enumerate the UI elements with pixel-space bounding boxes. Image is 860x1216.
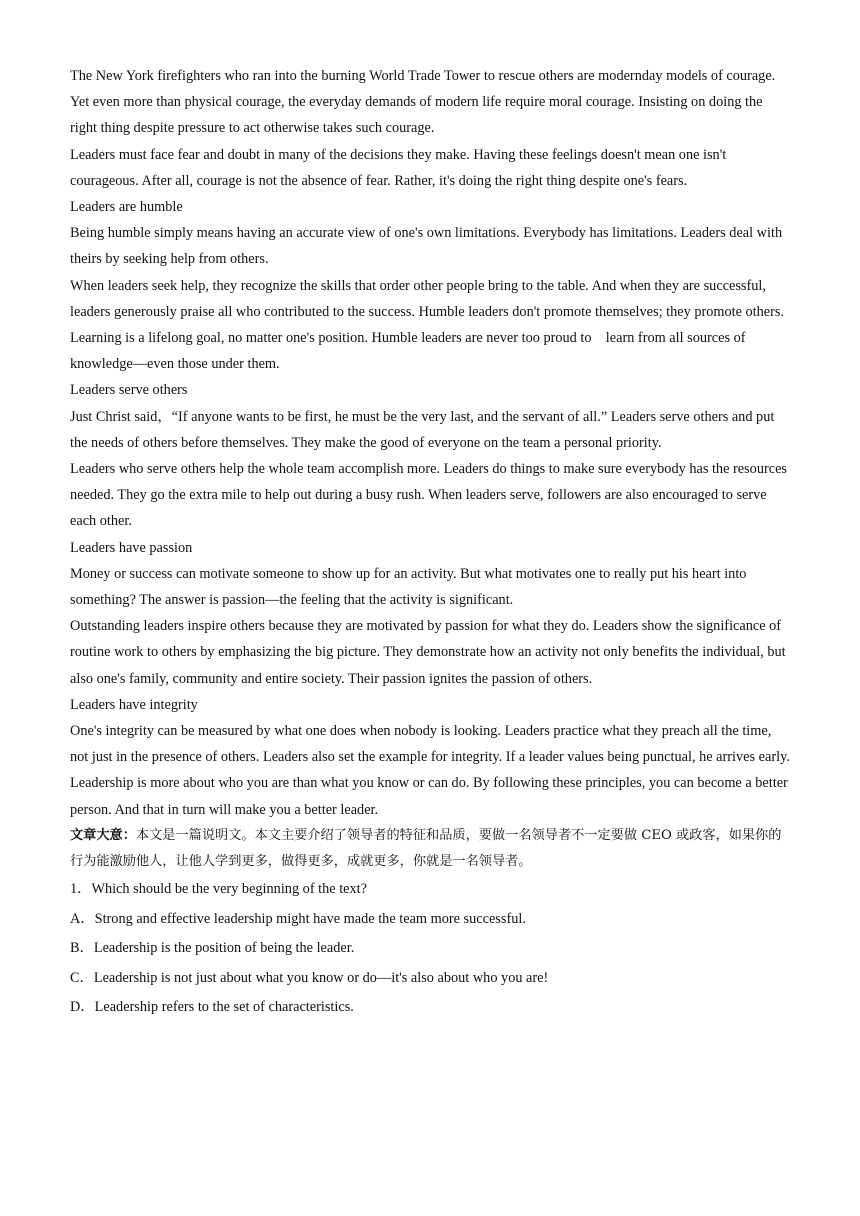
answer-option-d: D．Leadership refers to the set of characteristics.	[70, 998, 354, 1015]
paragraph: Money or success can motivate someone to show up for an activity. But what motivates one to really put his heart into something? The answer is passion—the feeling that the activity is significant.	[70, 565, 747, 609]
answer-option-b: B．Leadership is the position of being the leader.	[70, 940, 355, 957]
paragraph: Learning is a lifelong goal, no matter one's position. Humble leaders are never too proud to learn from all sources of knowledge—even those under them.	[70, 330, 746, 373]
answer-option-c: C．Leadership is not just about what you know or do—it's also about who you are!	[70, 969, 549, 986]
paragraph: Outstanding leaders inspire others because they are motivated by passion for what they do. Leaders show the significance of routine work to others by emphasizing the big picture. They demonstrate how an activity not only benefits the individual, but also one's family, community and entire society. Their passion ignites the passion of others.	[70, 618, 786, 687]
section-heading: Leaders are humble	[70, 199, 183, 216]
paragraph: Just Christ said，“If anyone wants to be first, he must be the very last, and the servant of all.” Leaders serve others and put the needs of others before themselves. They make the good of everyone on the team a personal priority.	[70, 408, 775, 451]
paragraph: Leaders must face fear and doubt in many of the decisions they make. Having these feelings doesn't mean one isn't courageous. After all, courage is not the absence of fear. Rather, it's doing the right thing despite one's fears.	[70, 146, 727, 189]
summary-text: 本文是一篇说明文。本文主要介绍了领导者的特征和品质，要做一名领导者不一定要做 CEO 或政客，如果你的行为能激励他人，让他人学到更多，做得更多，成就更多，你就是一名领导者。	[70, 827, 782, 870]
paragraph: Being humble simply means having an accurate view of one's own limitations. Everybody has limitations. Leaders deal with theirs by seeking help from others.	[70, 225, 783, 268]
answer-option-a: A．Strong and effective leadership might have made the team more successful.	[70, 910, 526, 927]
paragraph: When leaders seek help, they recognize the skills that order other people bring to the table. And when they are successful, leaders generously praise all who contributed to the success. Humble leaders don't promote themselves; they promote others.	[70, 277, 785, 320]
article-summary	[70, 823, 792, 875]
question-stem: 1．Which should be the very beginning of the text?	[70, 881, 367, 898]
summary-label: 文章大意：	[70, 827, 136, 843]
paragraph: Leaders who serve others help the whole team accomplish more. Leaders do things to make sure everybody has the resources needed. They go the extra mile to help out during a busy rush. When leaders serve, followers are also encouraged to serve each other.	[70, 461, 787, 530]
paragraph: The New York firefighters who ran into the burning World Trade Tower to rescue others are modernday models of courage. Yet even more than physical courage, the everyday demands of modern life require moral courage. Insisting on doing the right thing despite pressure to act otherwise takes such courage.	[70, 68, 776, 137]
section-heading: Leaders have integrity	[70, 696, 198, 713]
section-heading: Leaders serve others	[70, 382, 188, 399]
document-page	[70, 63, 792, 1022]
section-heading: Leaders have passion	[70, 539, 193, 556]
paragraph: Leadership is more about who you are than what you know or can do. By following these principles, you can become a better person. And that in turn will make you a better leader.	[70, 775, 788, 818]
paragraph: One's integrity can be measured by what one does when nobody is looking. Leaders practice what they preach all the time, not just in the presence of others. Leaders also set the example for integrity. If a leader values being punctual, he arrives early.	[70, 723, 790, 766]
